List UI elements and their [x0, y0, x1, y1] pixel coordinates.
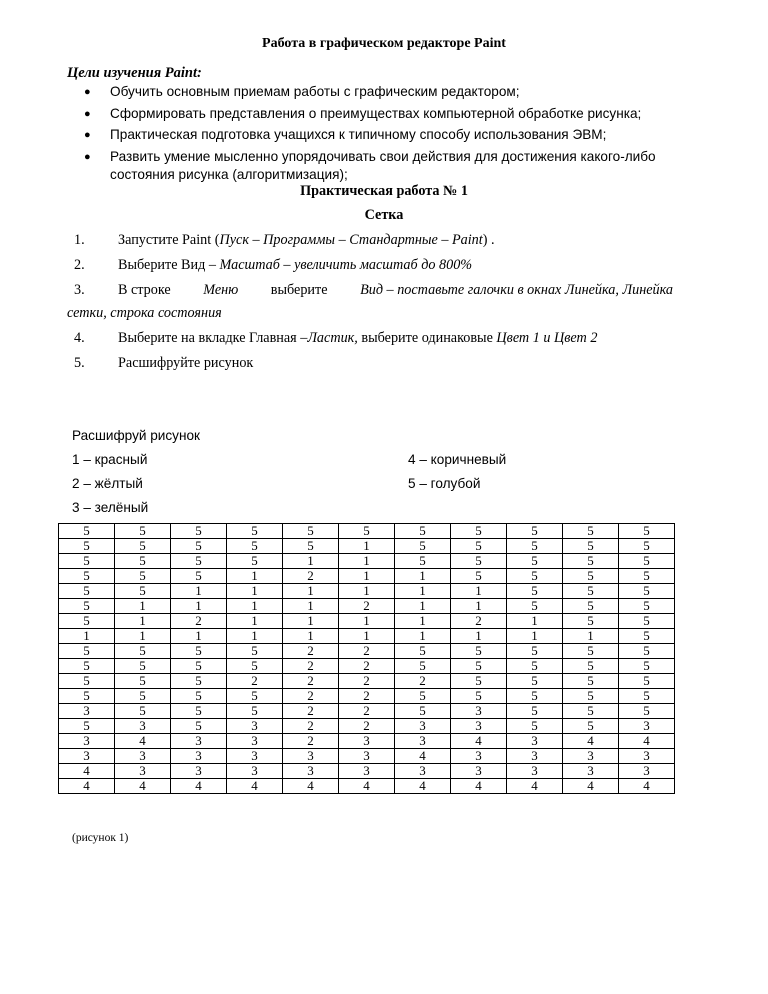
grid-cell: 4 [451, 779, 507, 794]
grid-cell: 4 [563, 734, 619, 749]
grid-cell: 1 [283, 629, 339, 644]
grid-cell: 5 [507, 554, 563, 569]
grid-cell: 1 [395, 569, 451, 584]
step-number: 3. [74, 282, 85, 298]
grid-cell: 5 [563, 704, 619, 719]
grid-cell: 3 [339, 749, 395, 764]
grid-cell: 1 [227, 599, 283, 614]
grid-cell: 5 [507, 524, 563, 539]
grid-cell: 5 [171, 719, 227, 734]
grid-cell: 5 [619, 659, 675, 674]
grid-cell: 2 [339, 704, 395, 719]
grid-cell: 5 [395, 689, 451, 704]
step-text [118, 232, 495, 249]
grid-cell: 3 [171, 764, 227, 779]
grid-cell: 1 [507, 629, 563, 644]
goal-text: Развить умение мысленно упорядочивать свои действия для достижения какого-либо состояния рисунка (алгоритмизация); [110, 148, 656, 182]
grid-cell: 1 [339, 554, 395, 569]
grid-cell: 1 [283, 614, 339, 629]
bullet-icon: ● [84, 129, 91, 141]
grid-cell: 5 [227, 539, 283, 554]
grid-cell: 1 [283, 584, 339, 599]
grid-cell: 5 [59, 644, 115, 659]
grid-cell: 5 [115, 659, 171, 674]
grid-cell: 5 [227, 554, 283, 569]
grid-cell: 5 [115, 644, 171, 659]
grid-cell: 5 [115, 539, 171, 554]
grid-cell: 1 [115, 599, 171, 614]
grid-cell: 3 [283, 764, 339, 779]
grid-cell: 2 [283, 689, 339, 704]
grid-cell: 3 [395, 764, 451, 779]
grid-cell: 3 [619, 749, 675, 764]
step-text-plain: ) . [482, 232, 495, 248]
number-grid [58, 523, 675, 794]
grid-cell: 5 [59, 719, 115, 734]
grid-cell: 5 [619, 524, 675, 539]
grid-cell: 2 [171, 614, 227, 629]
grid-cell: 5 [115, 569, 171, 584]
bullet-icon: ● [84, 107, 91, 120]
step-text: Расшифруйте рисунок [118, 355, 254, 371]
grid-cell: 5 [171, 689, 227, 704]
grid-cell: 2 [395, 674, 451, 689]
grid-cell: 5 [171, 644, 227, 659]
table-row [59, 674, 675, 689]
grid-cell: 5 [283, 539, 339, 554]
grid-cell: 1 [171, 629, 227, 644]
grid-cell: 5 [395, 704, 451, 719]
grid-cell: 4 [395, 779, 451, 794]
grid-cell: 3 [59, 704, 115, 719]
grid-cell: 1 [395, 629, 451, 644]
table-row [59, 704, 675, 719]
step-text-plain: Выберите на вкладке Главная – [118, 330, 308, 346]
grid-cell: 3 [395, 734, 451, 749]
grid-cell: 5 [563, 614, 619, 629]
grid-cell: 1 [283, 554, 339, 569]
grid-cell: 2 [339, 719, 395, 734]
grid-cell: 2 [283, 644, 339, 659]
grid-cell: 5 [59, 599, 115, 614]
grid-cell: 4 [59, 779, 115, 794]
grid-cell: 1 [227, 569, 283, 584]
grid-cell: 1 [227, 584, 283, 599]
legend-item: 5 – голубой [408, 476, 481, 491]
table-row [59, 614, 675, 629]
grid-cell: 4 [227, 779, 283, 794]
step-text-italic: Цвет 1 и Цвет 2 [496, 330, 598, 346]
grid-cell: 5 [115, 524, 171, 539]
table-row [59, 569, 675, 584]
goal-text: Обучить основным приемам работы с графическим редактором; [110, 84, 520, 99]
grid-cell: 5 [619, 539, 675, 554]
grid-cell: 5 [395, 659, 451, 674]
step-text-plain: Запустите Paint ( [118, 232, 220, 248]
grid-cell: 2 [339, 674, 395, 689]
grid-cell: 5 [563, 719, 619, 734]
table-row [59, 599, 675, 614]
grid-cell: 3 [395, 719, 451, 734]
grid-cell: 1 [227, 629, 283, 644]
grid-cell: 5 [451, 569, 507, 584]
grid-cell: 5 [619, 599, 675, 614]
grid-cell: 2 [283, 569, 339, 584]
grid-cell: 5 [507, 689, 563, 704]
grid-cell: 3 [227, 719, 283, 734]
table-row [59, 689, 675, 704]
step-number: 1. [74, 232, 85, 248]
grid-cell: 4 [59, 764, 115, 779]
goal-item [78, 148, 708, 185]
grid-cell: 1 [451, 599, 507, 614]
grid-cell: 5 [171, 659, 227, 674]
grid-cell: 5 [59, 569, 115, 584]
grid-cell: 1 [507, 614, 563, 629]
grid-cell: 3 [507, 764, 563, 779]
grid-cell: 1 [395, 584, 451, 599]
table-row [59, 629, 675, 644]
grid-cell: 5 [227, 644, 283, 659]
grid-cell: 5 [59, 584, 115, 599]
goal-text: Практическая подготовка учащихся к типичному способу использования ЭВМ; [110, 127, 607, 142]
grid-cell: 4 [619, 734, 675, 749]
grid-cell: 5 [619, 629, 675, 644]
grid-cell: 5 [563, 554, 619, 569]
grid-cell: 1 [115, 614, 171, 629]
grid-cell: 3 [563, 764, 619, 779]
grid-cell: 5 [563, 569, 619, 584]
grid-cell: 3 [451, 749, 507, 764]
grid-cell: 3 [619, 719, 675, 734]
grid-cell: 5 [563, 674, 619, 689]
grid-cell: 5 [563, 524, 619, 539]
grid-cell: 4 [339, 779, 395, 794]
grid-cell: 2 [283, 719, 339, 734]
table-row [59, 764, 675, 779]
grid-cell: 3 [507, 734, 563, 749]
grid-cell: 5 [395, 539, 451, 554]
grid-cell: 3 [563, 749, 619, 764]
grid-cell: 5 [507, 659, 563, 674]
grid-cell: 3 [283, 749, 339, 764]
grid-cell: 5 [227, 704, 283, 719]
grid-cell: 2 [339, 599, 395, 614]
legend-item: 2 – жёлтый [72, 476, 143, 491]
grid-cell: 3 [227, 749, 283, 764]
grid-cell: 1 [59, 629, 115, 644]
grid-cell: 5 [619, 569, 675, 584]
grid-cell: 3 [339, 734, 395, 749]
goals-list [78, 83, 708, 188]
grid-cell: 1 [171, 599, 227, 614]
grid-cell: 5 [115, 554, 171, 569]
grid-cell: 4 [619, 779, 675, 794]
grid-cell: 3 [59, 749, 115, 764]
grid-cell: 5 [451, 689, 507, 704]
step-number: 4. [74, 330, 85, 346]
grid-cell: 5 [59, 524, 115, 539]
grid-cell: 5 [227, 659, 283, 674]
grid-cell: 4 [171, 779, 227, 794]
grid-cell: 3 [339, 764, 395, 779]
grid-cell: 2 [451, 614, 507, 629]
grid-cell: 5 [115, 674, 171, 689]
step-number: 5. [74, 355, 85, 371]
grid-cell: 3 [451, 719, 507, 734]
table-row [59, 734, 675, 749]
grid-cell: 2 [283, 659, 339, 674]
legend-title: Расшифруй рисунок [72, 428, 200, 443]
grid-cell: 5 [59, 554, 115, 569]
grid-cell: 3 [507, 749, 563, 764]
grid-cell: 5 [451, 524, 507, 539]
grid-cell: 5 [339, 524, 395, 539]
grid-cell: 1 [395, 599, 451, 614]
grid-cell: 5 [619, 644, 675, 659]
goal-text: Сформировать представления о преимуществах компьютерной обработке рисунка; [110, 105, 642, 121]
grid-cell: 5 [507, 719, 563, 734]
table-row [59, 779, 675, 794]
table-row [59, 659, 675, 674]
table-row [59, 524, 675, 539]
step-number: 2. [74, 257, 85, 273]
goal-item [78, 83, 708, 102]
grid-cell: 1 [451, 629, 507, 644]
grid-cell: 5 [563, 644, 619, 659]
grid-cell: 1 [283, 599, 339, 614]
grid-cell: 5 [171, 524, 227, 539]
grid-cell: 5 [59, 659, 115, 674]
grid-cell: 5 [507, 704, 563, 719]
grid-cell: 5 [171, 554, 227, 569]
grid-cell: 5 [563, 539, 619, 554]
step-text-italic: Меню [203, 282, 239, 298]
table-row [59, 719, 675, 734]
step-text-plain: выберите [270, 282, 328, 298]
grid-cell: 5 [59, 539, 115, 554]
step-text-plain: В строке [118, 282, 171, 298]
step-text-italic: Ластик, [307, 330, 358, 346]
grid-cell: 2 [283, 704, 339, 719]
grid-cell: 1 [339, 584, 395, 599]
grid-cell: 5 [619, 704, 675, 719]
grid-cell: 4 [563, 779, 619, 794]
grid-cell: 3 [171, 749, 227, 764]
grid-cell: 1 [451, 584, 507, 599]
grid-cell: 5 [507, 539, 563, 554]
grid-cell: 5 [395, 524, 451, 539]
grid-cell: 5 [171, 569, 227, 584]
step-text-plain: выберите одинаковые [357, 330, 497, 346]
grid-cell: 2 [339, 644, 395, 659]
grid-cell: 1 [171, 584, 227, 599]
grid-cell: 1 [339, 569, 395, 584]
grid-cell: 5 [171, 674, 227, 689]
grid-cell: 3 [115, 719, 171, 734]
grid-cell: 4 [507, 779, 563, 794]
figure-caption: (рисунок 1) [72, 832, 129, 844]
grid-cell: 5 [619, 689, 675, 704]
section-title: Сетка [364, 207, 404, 223]
grid-cell: 5 [563, 659, 619, 674]
grid-cell: 5 [451, 554, 507, 569]
step-text-plain: Выберите Вид – [118, 257, 220, 273]
grid-cell: 5 [227, 689, 283, 704]
grid-cell: 5 [395, 554, 451, 569]
table-row [59, 539, 675, 554]
step-text-continuation [67, 305, 222, 322]
table-row [59, 749, 675, 764]
grid-cell: 5 [115, 704, 171, 719]
grid-cell: 5 [115, 689, 171, 704]
grid-cell: 5 [451, 644, 507, 659]
grid-body [59, 524, 675, 794]
grid-cell: 2 [227, 674, 283, 689]
grid-cell: 2 [339, 659, 395, 674]
grid-cell: 5 [171, 539, 227, 554]
legend-item: 3 – зелёный [72, 500, 149, 515]
grid-cell: 1 [339, 539, 395, 554]
step-text [118, 330, 597, 347]
bullet-icon: ● [84, 150, 91, 163]
grid-cell: 4 [115, 779, 171, 794]
grid-cell: 5 [507, 644, 563, 659]
grid-cell: 4 [451, 734, 507, 749]
grid-cell: 3 [619, 764, 675, 779]
grid-cell: 5 [507, 674, 563, 689]
grid-cell: 3 [227, 734, 283, 749]
table-row [59, 584, 675, 599]
legend-item: 4 – коричневый [408, 452, 507, 467]
bullet-icon: ● [84, 86, 91, 98]
grid-cell: 2 [283, 734, 339, 749]
step-text-italic: Вид – поставьте галочки в окнах Линейка, Линейка [360, 282, 673, 298]
grid-cell: 5 [619, 584, 675, 599]
step-text [118, 257, 472, 274]
grid-cell: 5 [451, 539, 507, 554]
grid-cell: 2 [339, 689, 395, 704]
grid-cell: 1 [115, 629, 171, 644]
grid-cell: 5 [59, 689, 115, 704]
goal-item [78, 126, 708, 145]
step-text-italic: Масштаб – увеличить масштаб до 800% [219, 257, 473, 273]
grid-cell: 5 [507, 599, 563, 614]
grid-cell: 3 [227, 764, 283, 779]
step-text-italic: сетки, строка состояния [67, 305, 222, 321]
practical-title: Практическая работа № 1 [300, 183, 468, 199]
table-row [59, 644, 675, 659]
grid-cell: 2 [283, 674, 339, 689]
page-title: Работа в графическом редакторе Paint [262, 36, 506, 51]
grid-cell: 5 [59, 674, 115, 689]
grid-cell: 5 [59, 614, 115, 629]
grid-cell: 5 [283, 524, 339, 539]
grid-cell: 5 [115, 584, 171, 599]
grid-cell: 1 [339, 614, 395, 629]
grid-cell: 3 [59, 734, 115, 749]
grid-cell: 1 [395, 614, 451, 629]
table-row [59, 554, 675, 569]
grid-cell: 5 [507, 584, 563, 599]
legend-item: 1 – красный [72, 452, 148, 467]
grid-cell: 5 [563, 689, 619, 704]
grid-cell: 5 [563, 599, 619, 614]
grid-cell: 1 [227, 614, 283, 629]
grid-cell: 5 [451, 659, 507, 674]
goals-heading: Цели изучения Paint: [67, 65, 202, 81]
step-text [118, 282, 673, 299]
grid-cell: 5 [507, 569, 563, 584]
grid-cell: 5 [227, 524, 283, 539]
grid-cell: 5 [395, 644, 451, 659]
step-text-italic: Пуск – Программы – Стандартные – Paint [219, 232, 483, 248]
grid-cell: 3 [171, 734, 227, 749]
grid-cell: 4 [283, 779, 339, 794]
grid-cell: 5 [171, 704, 227, 719]
grid-cell: 3 [115, 749, 171, 764]
grid-cell: 1 [563, 629, 619, 644]
grid-cell: 1 [339, 629, 395, 644]
grid-cell: 5 [451, 674, 507, 689]
grid-cell: 3 [451, 704, 507, 719]
grid-cell: 4 [395, 749, 451, 764]
grid-cell: 4 [115, 734, 171, 749]
grid-cell: 5 [563, 584, 619, 599]
grid-cell: 3 [451, 764, 507, 779]
goal-item [78, 105, 708, 124]
grid-cell: 5 [619, 614, 675, 629]
grid-cell: 5 [619, 674, 675, 689]
grid-cell: 5 [619, 554, 675, 569]
grid-cell: 3 [115, 764, 171, 779]
